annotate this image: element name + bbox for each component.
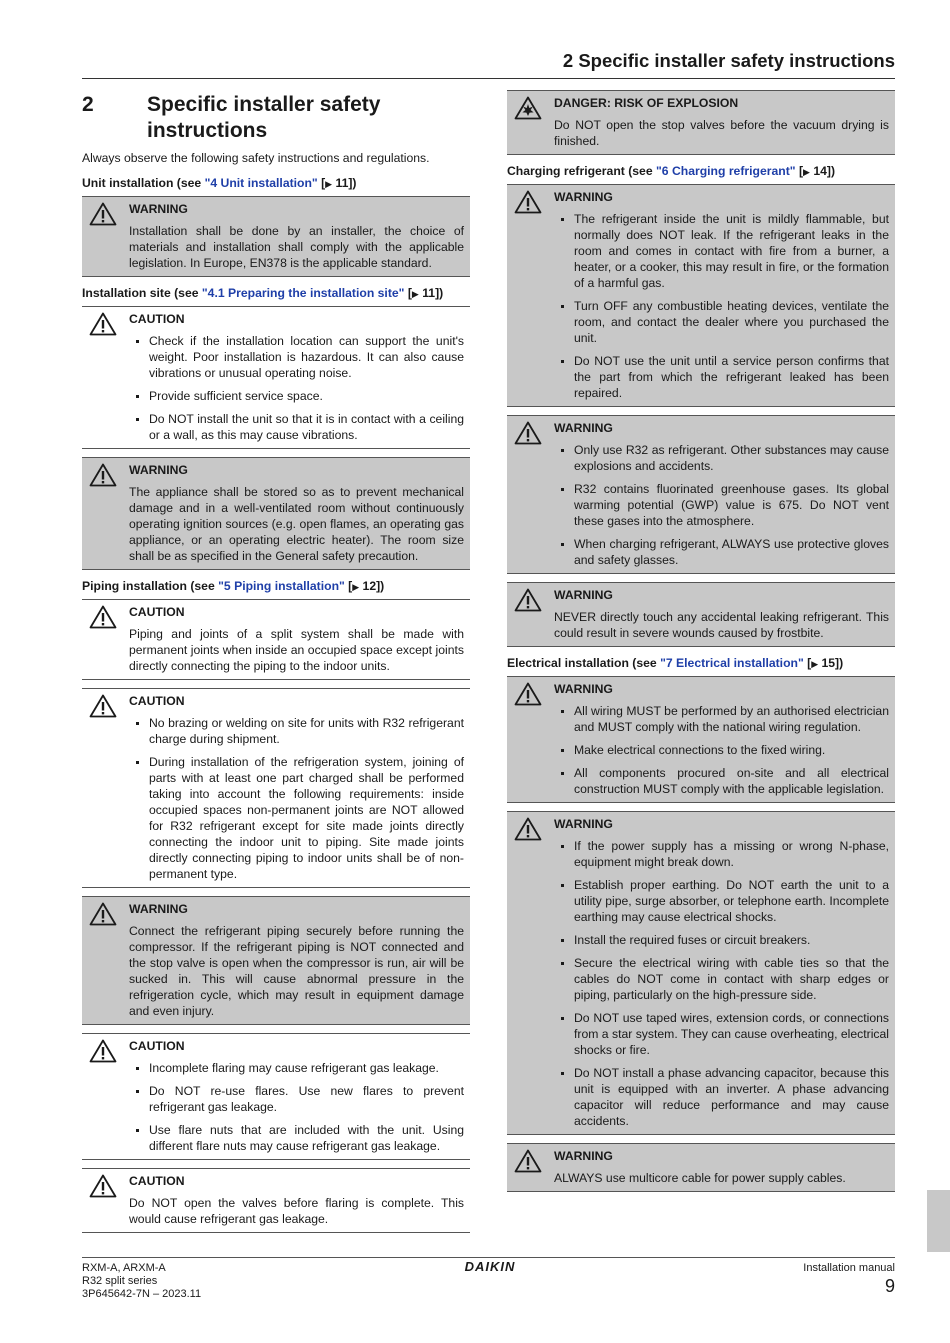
bullet-list	[554, 442, 889, 568]
warning-triangle-icon	[82, 462, 129, 564]
warning-triangle-icon	[507, 189, 554, 401]
chapter-thumb-tab	[927, 1190, 950, 1252]
list-item: Make electrical connections to the fixed wiring.	[554, 742, 889, 758]
footer-doc-number: 3P645642-7N – 2023.11	[82, 1288, 202, 1300]
warning-triangle-icon	[507, 1148, 554, 1186]
bullet-list	[129, 1060, 464, 1154]
box-text: Piping and joints of a split system shall be made with permanent joints when inside an occupied space except joints directly connecting the piping to the indoor units.	[129, 627, 464, 673]
bullet-list	[129, 715, 464, 882]
caution-box	[82, 1168, 470, 1233]
page-number: 9	[884, 1276, 895, 1296]
link-charging-refrigerant[interactable]: "6 Charging refrigerant"	[656, 164, 796, 178]
list-item: Secure the electrical wiring with cable ties so that the cables do NOT come in contact with sharp edges or piping, particularly on the high-pressure side.	[554, 955, 889, 1003]
right-column	[507, 90, 895, 1200]
section-electrical-installation: Electrical installation (see "7 Electrical installation" [▶ 15])	[507, 655, 895, 677]
list-item: Use flare nuts that are included with the unit. Using different flare nuts may cause refrigerant gas leakage.	[129, 1122, 464, 1154]
caution-box	[82, 1033, 470, 1160]
warning-box	[507, 582, 895, 647]
section-unit-installation: Unit installation (see "4 Unit installation" [▶ 11])	[82, 175, 470, 197]
bullet-list	[554, 838, 889, 1129]
box-text: ALWAYS use multicore cable for power supply cables.	[554, 1171, 846, 1185]
list-item: R32 contains fluorinated greenhouse gases. Its global warming potential (GWP) value is 675. Do NOT vent these gases into the atmosphere.	[554, 481, 889, 529]
warning-triangle-icon	[82, 201, 129, 271]
warning-box	[82, 457, 470, 570]
daikin-logo: DAIKIN	[464, 1259, 516, 1274]
page-arrow-icon: ▶	[352, 582, 360, 592]
box-text: Installation shall be done by an installer, the choice of materials and installation shall comply with the applicable legislation. In Europe, EN378 is the applicable standard.	[129, 224, 464, 270]
warning-triangle-icon	[82, 901, 129, 1019]
list-item: All components procured on-site and all electrical construction MUST comply with the applicable legislation.	[554, 765, 889, 797]
warning-box	[507, 811, 895, 1135]
footer-model: RXM-A, ARXM-A	[82, 1262, 166, 1274]
list-item: No brazing or welding on site for units with R32 refrigerant charge during shipment.	[129, 715, 464, 747]
box-text: Do NOT open the valves before flaring is complete. This would cause refrigerant gas leakage.	[129, 1196, 464, 1226]
caution-box	[82, 600, 470, 680]
box-title: WARNING	[554, 190, 613, 204]
bullet-list	[554, 703, 889, 797]
left-column	[82, 90, 470, 1241]
page-arrow-icon: ▶	[811, 659, 819, 669]
box-title: CAUTION	[129, 1174, 185, 1188]
box-title: WARNING	[129, 463, 188, 477]
page-arrow-icon: ▶	[325, 179, 333, 189]
warning-triangle-icon	[82, 604, 129, 674]
box-title: WARNING	[554, 1149, 613, 1163]
box-title: DANGER: RISK OF EXPLOSION	[554, 96, 739, 110]
warning-triangle-icon	[507, 816, 554, 1129]
list-item: Install the required fuses or circuit breakers.	[554, 932, 889, 948]
list-item: Turn OFF any combustible heating devices, ventilate the room, and contact the dealer where you purchased the unit.	[554, 298, 889, 346]
footer-manual-type: Installation manual	[803, 1262, 895, 1274]
footer-left	[82, 1262, 201, 1301]
warning-box	[82, 197, 470, 277]
list-item: Do NOT install the unit so that it is in contact with a ceiling or a wall, as this may cause vibrations.	[129, 411, 464, 443]
box-title: CAUTION	[129, 694, 185, 708]
box-text: The appliance shall be stored so as to prevent mechanical damage and in a well-ventilated room without continuously operating ignition sources (e.g. open flames, an operating gas appliance, or an operating electric heater). The room size shall be as specified in the General safety precaution.	[129, 485, 464, 563]
list-item: All wiring MUST be performed by an authorised electrician and MUST comply with the national wiring regulation.	[554, 703, 889, 735]
list-item: Do NOT use the unit until a service person confirms that the part from which the refrigerant leaked has been repaired.	[554, 353, 889, 401]
warning-triangle-icon	[82, 1038, 129, 1154]
list-item: The refrigerant inside the unit is mildly flammable, but normally does NOT leak. If the refrigerant leaks in the room and comes in contact with fire from a burner, a heater, or a cooker, this may result in fire, or the formation of a harmful gas.	[554, 211, 889, 291]
box-title: CAUTION	[129, 1039, 185, 1053]
section-charging-refrigerant: Charging refrigerant (see "6 Charging refrigerant" [▶ 14])	[507, 163, 895, 185]
running-head: 2 Specific installer safety instructions	[82, 50, 895, 79]
section-piping-installation: Piping installation (see "5 Piping installation" [▶ 12])	[82, 578, 470, 600]
box-title: WARNING	[554, 421, 613, 435]
page-arrow-icon: ▶	[411, 289, 419, 299]
warning-triangle-icon	[507, 681, 554, 797]
list-item: If the power supply has a missing or wrong N-phase, equipment might break down.	[554, 838, 889, 870]
warning-triangle-icon	[82, 1173, 129, 1227]
list-item: Provide sufficient service space.	[129, 388, 464, 404]
list-item: Incomplete flaring may cause refrigerant gas leakage.	[129, 1060, 464, 1076]
box-text: NEVER directly touch any accidental leaking refrigerant. This could result in severe wounds caused by frostbite.	[554, 610, 889, 640]
chapter-number: 2	[82, 93, 94, 116]
list-item: Do NOT install a phase advancing capacitor, because this unit is equipped with an inverter. A phase advancing capacitor will reduce performance and may cause accidents.	[554, 1065, 889, 1129]
box-title: CAUTION	[129, 312, 185, 326]
section-installation-site: Installation site (see "4.1 Preparing the installation site" [▶ 11])	[82, 285, 470, 307]
warning-triangle-icon	[507, 587, 554, 641]
intro-text: Always observe the following safety instructions and regulations.	[82, 151, 430, 165]
warning-box	[507, 415, 895, 574]
list-item: When charging refrigerant, ALWAYS use protective gloves and safety glasses.	[554, 536, 889, 568]
warning-box	[507, 1143, 895, 1192]
warning-box	[507, 185, 895, 407]
chapter-title: Specific installer safety instructions	[147, 93, 381, 142]
footer-series: R32 split series	[82, 1275, 158, 1287]
list-item: Do NOT re-use flares. Use new flares to prevent refrigerant gas leakage.	[129, 1083, 464, 1115]
warning-triangle-icon	[507, 420, 554, 568]
link-electrical-installation[interactable]: "7 Electrical installation"	[660, 656, 804, 670]
list-item: Only use R32 as refrigerant. Other substances may cause explosions and accidents.	[554, 442, 889, 474]
list-item: During installation of the refrigeration system, joining of parts with at least one part charged shall be performed taking into account the following requirements: inside occupied spaces non-permanent joints are NOT allowed for R32 refrigerant except for site made joints directly connecting the indoor unit to piping. Site made joints directly connecting piping to indoor units shall be of non-permanent type.	[129, 754, 464, 882]
warning-box	[82, 896, 470, 1025]
box-text: Connect the refrigerant piping securely before running the compressor. If the refrigerant piping is NOT connected and the stop valve is open when the compressor is run, air will be sucked in. This will cause abnormal pressure in the refrigeration cycle, which may result in equipment damage and even injury.	[129, 924, 464, 1018]
footer-right	[803, 1262, 895, 1297]
box-title: WARNING	[129, 202, 188, 216]
list-item: Do NOT use taped wires, extension cords, or connections from a star system. They can cause overheating, electrical shocks or fire.	[554, 1010, 889, 1058]
list-item: Establish proper earthing. Do NOT earth the unit to a utility pipe, surge absorber, or telephone earth. Incomplete earthing may cause electrical shocks.	[554, 877, 889, 925]
bullet-list	[129, 333, 464, 443]
explosion-hazard-icon	[507, 95, 554, 149]
box-title: CAUTION	[129, 605, 185, 619]
box-title: WARNING	[554, 817, 613, 831]
box-title: WARNING	[554, 682, 613, 696]
list-item: Check if the installation location can support the unit's weight. Poor installation is hazardous. It can also cause vibrations or unusual operating noise.	[129, 333, 464, 381]
bullet-list	[554, 211, 889, 401]
footer-divider	[82, 1257, 895, 1258]
link-unit-installation[interactable]: "4 Unit installation"	[204, 176, 318, 190]
box-text: Do NOT open the stop valves before the vacuum drying is finished.	[554, 118, 889, 148]
chapter-heading	[82, 92, 470, 144]
link-piping-installation[interactable]: "5 Piping installation"	[218, 579, 345, 593]
danger-box	[507, 90, 895, 155]
box-title: WARNING	[554, 588, 613, 602]
warning-triangle-icon	[82, 311, 129, 443]
link-preparing-installation-site[interactable]: "4.1 Preparing the installation site"	[201, 286, 405, 300]
warning-triangle-icon	[82, 693, 129, 882]
caution-box	[82, 688, 470, 888]
warning-box	[507, 677, 895, 803]
box-title: WARNING	[129, 902, 188, 916]
caution-box	[82, 307, 470, 449]
page-arrow-icon: ▶	[803, 167, 810, 177]
